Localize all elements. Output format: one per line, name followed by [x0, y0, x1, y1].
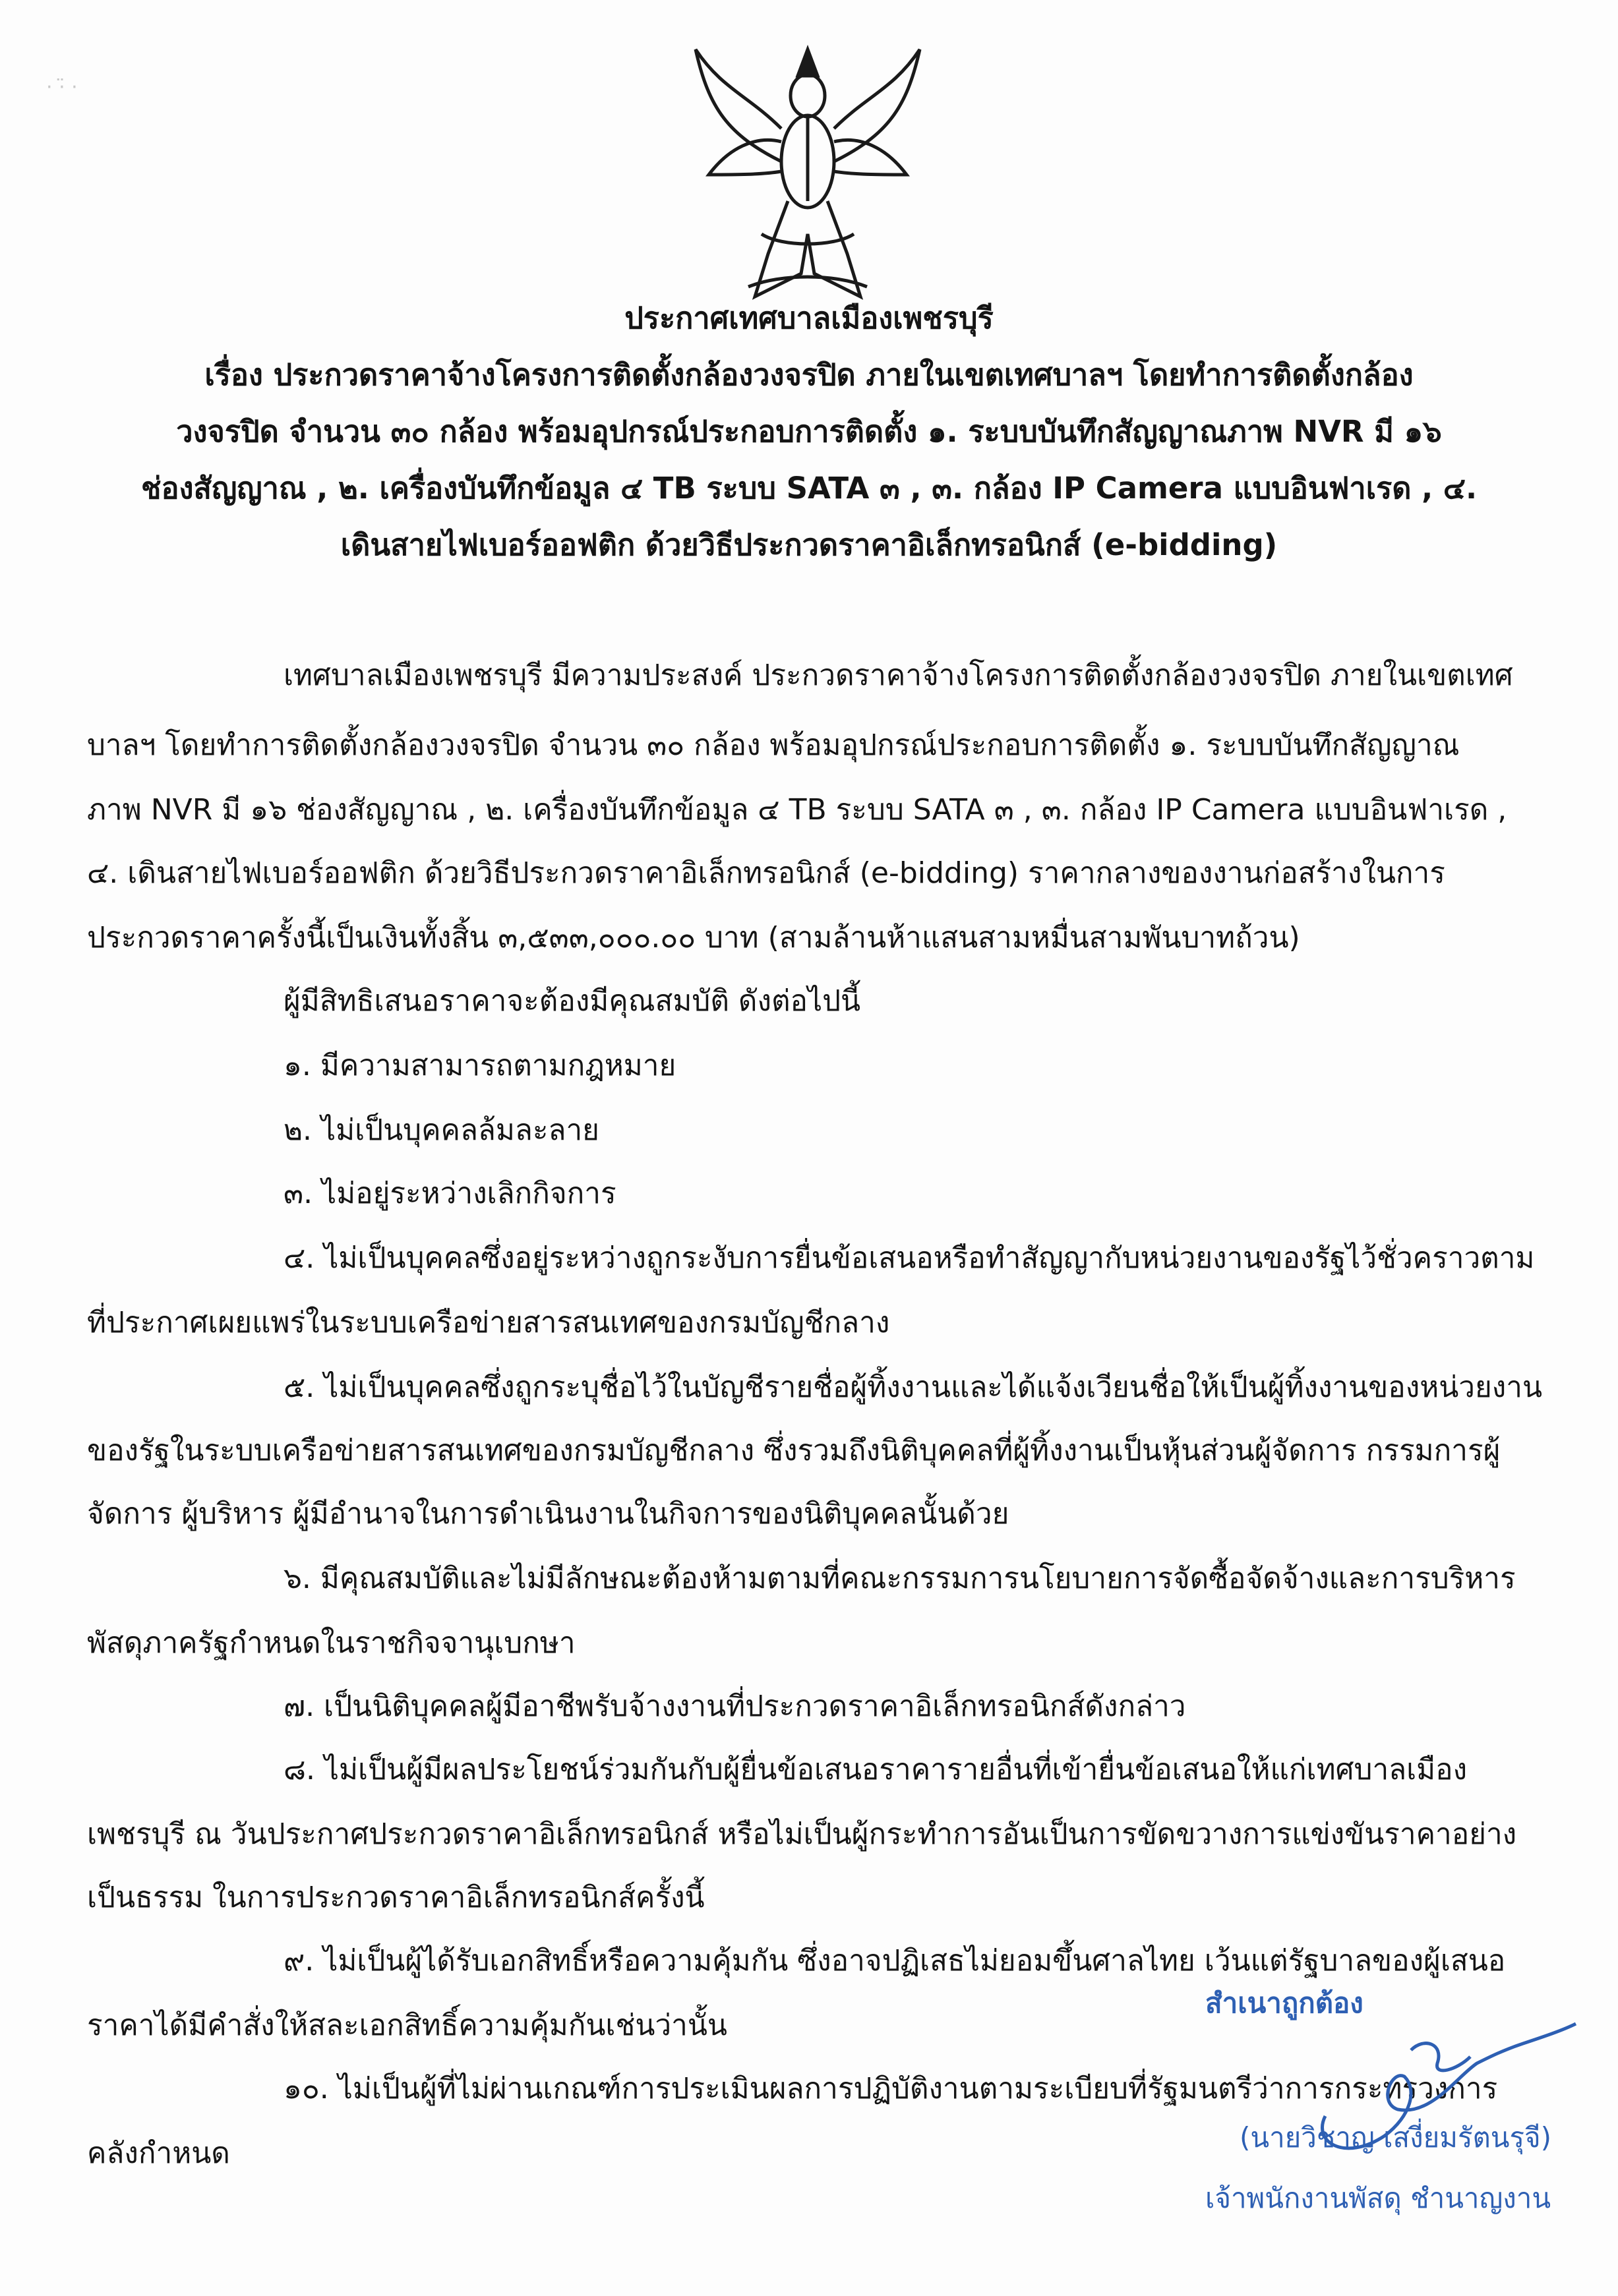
- signatory-position: เจ้าพนักงานพัสดุ ชำนาญงาน: [1205, 2182, 1551, 2214]
- announcement-title: [99, 290, 1519, 574]
- title-line-5: เดินสายไฟเบอร์ออฟติก ด้วยวิธีประกวดราคาอิเล็กทรอนิกส์ (e-bidding): [340, 527, 1278, 562]
- qualification-item: ๗. เป็นนิติบุคคลผู้มีอาชีพรับจ้างงานที่ประกวดราคาอิเล็กทรอนิกส์ดังกล่าว: [284, 1690, 1186, 1723]
- qualification-item: ๖. มีคุณสมบัติและไม่มีลักษณะต้องห้ามตามที่คณะกรรมการนโยบายการจัดซื้อจัดจ้างและการบริหาร: [284, 1562, 1516, 1595]
- intro-line: ประกวดราคาครั้งนี้เป็นเงินทั้งสิ้น ๓,๕๓๓,๐๐๐.๐๐ บาท (สามล้านห้าแสนสามหมื่นสามพันบาทถ้วน): [87, 921, 1300, 955]
- garuda-emblem: [682, 36, 933, 307]
- intro-line: บาลฯ โดยทำการติดตั้งกล้องวงจรปิด จำนวน ๓๐ กล้อง พร้อมอุปกรณ์ประกอบการติดตั้ง ๑. ระบบบันทึกสัญญาณ: [87, 728, 1460, 762]
- intro-line: ภาพ NVR มี ๑๖ ช่องสัญญาณ , ๒. เครื่องบันทึกข้อมูล ๔ TB ระบบ SATA ๓ , ๓. กล้อง IP Camera แบบอินฟาเรด ,: [87, 793, 1507, 827]
- qualification-item-continued: ของรัฐในระบบเครือข่ายสารสนเทศของกรมบัญชีกลาง ซึ่งรวมถึงนิติบุคคลที่ผู้ทิ้งงานเป็นหุ้นส่วนผู้จัดการ กรรมการผู้: [87, 1434, 1501, 1467]
- qualification-item-continued: คลังกำหนด: [87, 2136, 230, 2170]
- title-line-3: วงจรปิด จำนวน ๓๐ กล้อง พร้อมอุปกรณ์ประกอบการติดตั้ง ๑. ระบบบันทึกสัญญาณภาพ NVR มี ๑๖: [176, 414, 1442, 449]
- qualification-item: ๑. มีความสามารถตามกฎหมาย: [284, 1049, 676, 1082]
- qualification-item-continued: ที่ประกาศเผยแพร่ในระบบเครือข่ายสารสนเทศของกรมบัญชีกลาง: [87, 1306, 890, 1339]
- qualification-item: ๓. ไม่อยู่ระหว่างเลิกกิจการ: [284, 1177, 616, 1210]
- title-line-2: เรื่อง ประกวดราคาจ้างโครงการติดตั้งกล้องวงจรปิด ภายในเขตเทศบาลฯ โดยทำการติดตั้งกล้อง: [204, 357, 1414, 392]
- qualification-item-continued: เพชรบุรี ณ วันประกาศประกวดราคาอิเล็กทรอนิกส์ หรือไม่เป็นผู้กระทำการอันเป็นการขัดขวางการแข่งขันราคาอย่าง: [87, 1817, 1517, 1851]
- signatory-name: (นายวิชาญ เสงี่ยมรัตนรุจี): [1240, 2121, 1551, 2154]
- certified-copy-stamp: สำเนาถูกต้อง: [1205, 1987, 1363, 2019]
- qualification-item: ๑๐. ไม่เป็นผู้ที่ไม่ผ่านเกณฑ์การประเมินผลการปฏิบัติงานตามระเบียบที่รัฐมนตรีว่าการกระทรวงการ: [284, 2072, 1498, 2105]
- qualification-item-continued: จัดการ ผู้บริหาร ผู้มีอำนาจในการดำเนินงานในกิจการของนิติบุคคลนั้นด้วย: [87, 1497, 1009, 1531]
- qualification-item: ๔. ไม่เป็นบุคคลซึ่งอยู่ระหว่างถูกระงับการยื่นข้อเสนอหรือทำสัญญากับหน่วยงานของรัฐไว้ชั่วคราวตาม: [284, 1241, 1535, 1275]
- title-line-1: ประกาศเทศบาลเมืองเพชรบุรี: [624, 301, 994, 336]
- qualification-heading: ผู้มีสิทธิเสนอราคาจะต้องมีคุณสมบัติ ดังต่อไปนี้: [284, 984, 861, 1018]
- qualification-item: ๙. ไม่เป็นผู้ได้รับเอกสิทธิ์หรือความคุ้มกัน ซึ่งอาจปฏิเสธไม่ยอมขึ้นศาลไทย เว้นแต่รัฐบาลของผู้เสนอ: [284, 1944, 1506, 1978]
- qualification-item-continued: ราคาได้มีคำสั่งให้สละเอกสิทธิ์ความคุ้มกันเช่นว่านั้น: [87, 2009, 727, 2042]
- qualification-item: ๕. ไม่เป็นบุคคลซึ่งถูกระบุชื่อไว้ในบัญชีรายชื่อผู้ทิ้งงานและได้แจ้งเวียนชื่อให้เป็นผู้ทิ้งงานของหน่วยงาน: [284, 1370, 1543, 1404]
- qualification-item-continued: เป็นธรรม ในการประกวดราคาอิเล็กทรอนิกส์ครั้งนี้: [87, 1881, 705, 1914]
- intro-line: เทศบาลเมืองเพชรบุรี มีความประสงค์ ประกวดราคาจ้างโครงการติดตั้งกล้องวงจรปิด ภายในเขตเทศ: [284, 659, 1513, 692]
- intro-line: ๔. เดินสายไฟเบอร์ออฟติก ด้วยวิธีประกวดราคาอิเล็กทรอนิกส์ (e-bidding) ราคากลางของงานก่อสร้างในการ: [87, 856, 1445, 890]
- title-line-4: ช่องสัญญาณ , ๒. เครื่องบันทึกข้อมูล ๔ TB ระบบ SATA ๓ , ๓. กล้อง IP Camera แบบอินฟาเรด , ๔.: [140, 471, 1478, 506]
- qualification-item: ๒. ไม่เป็นบุคคลล้มละลาย: [284, 1113, 599, 1147]
- scan-artifact: · ·̈ ·: [46, 76, 78, 99]
- qualification-item-continued: พัสดุภาครัฐกำหนดในราชกิจจานุเบกษา: [87, 1626, 576, 1660]
- qualification-item: ๘. ไม่เป็นผู้มีผลประโยชน์ร่วมกันกับผู้ยื่นข้อเสนอราคารายอื่นที่เข้ายื่นข้อเสนอให้แก่เทศบาลเมือง: [284, 1753, 1468, 1786]
